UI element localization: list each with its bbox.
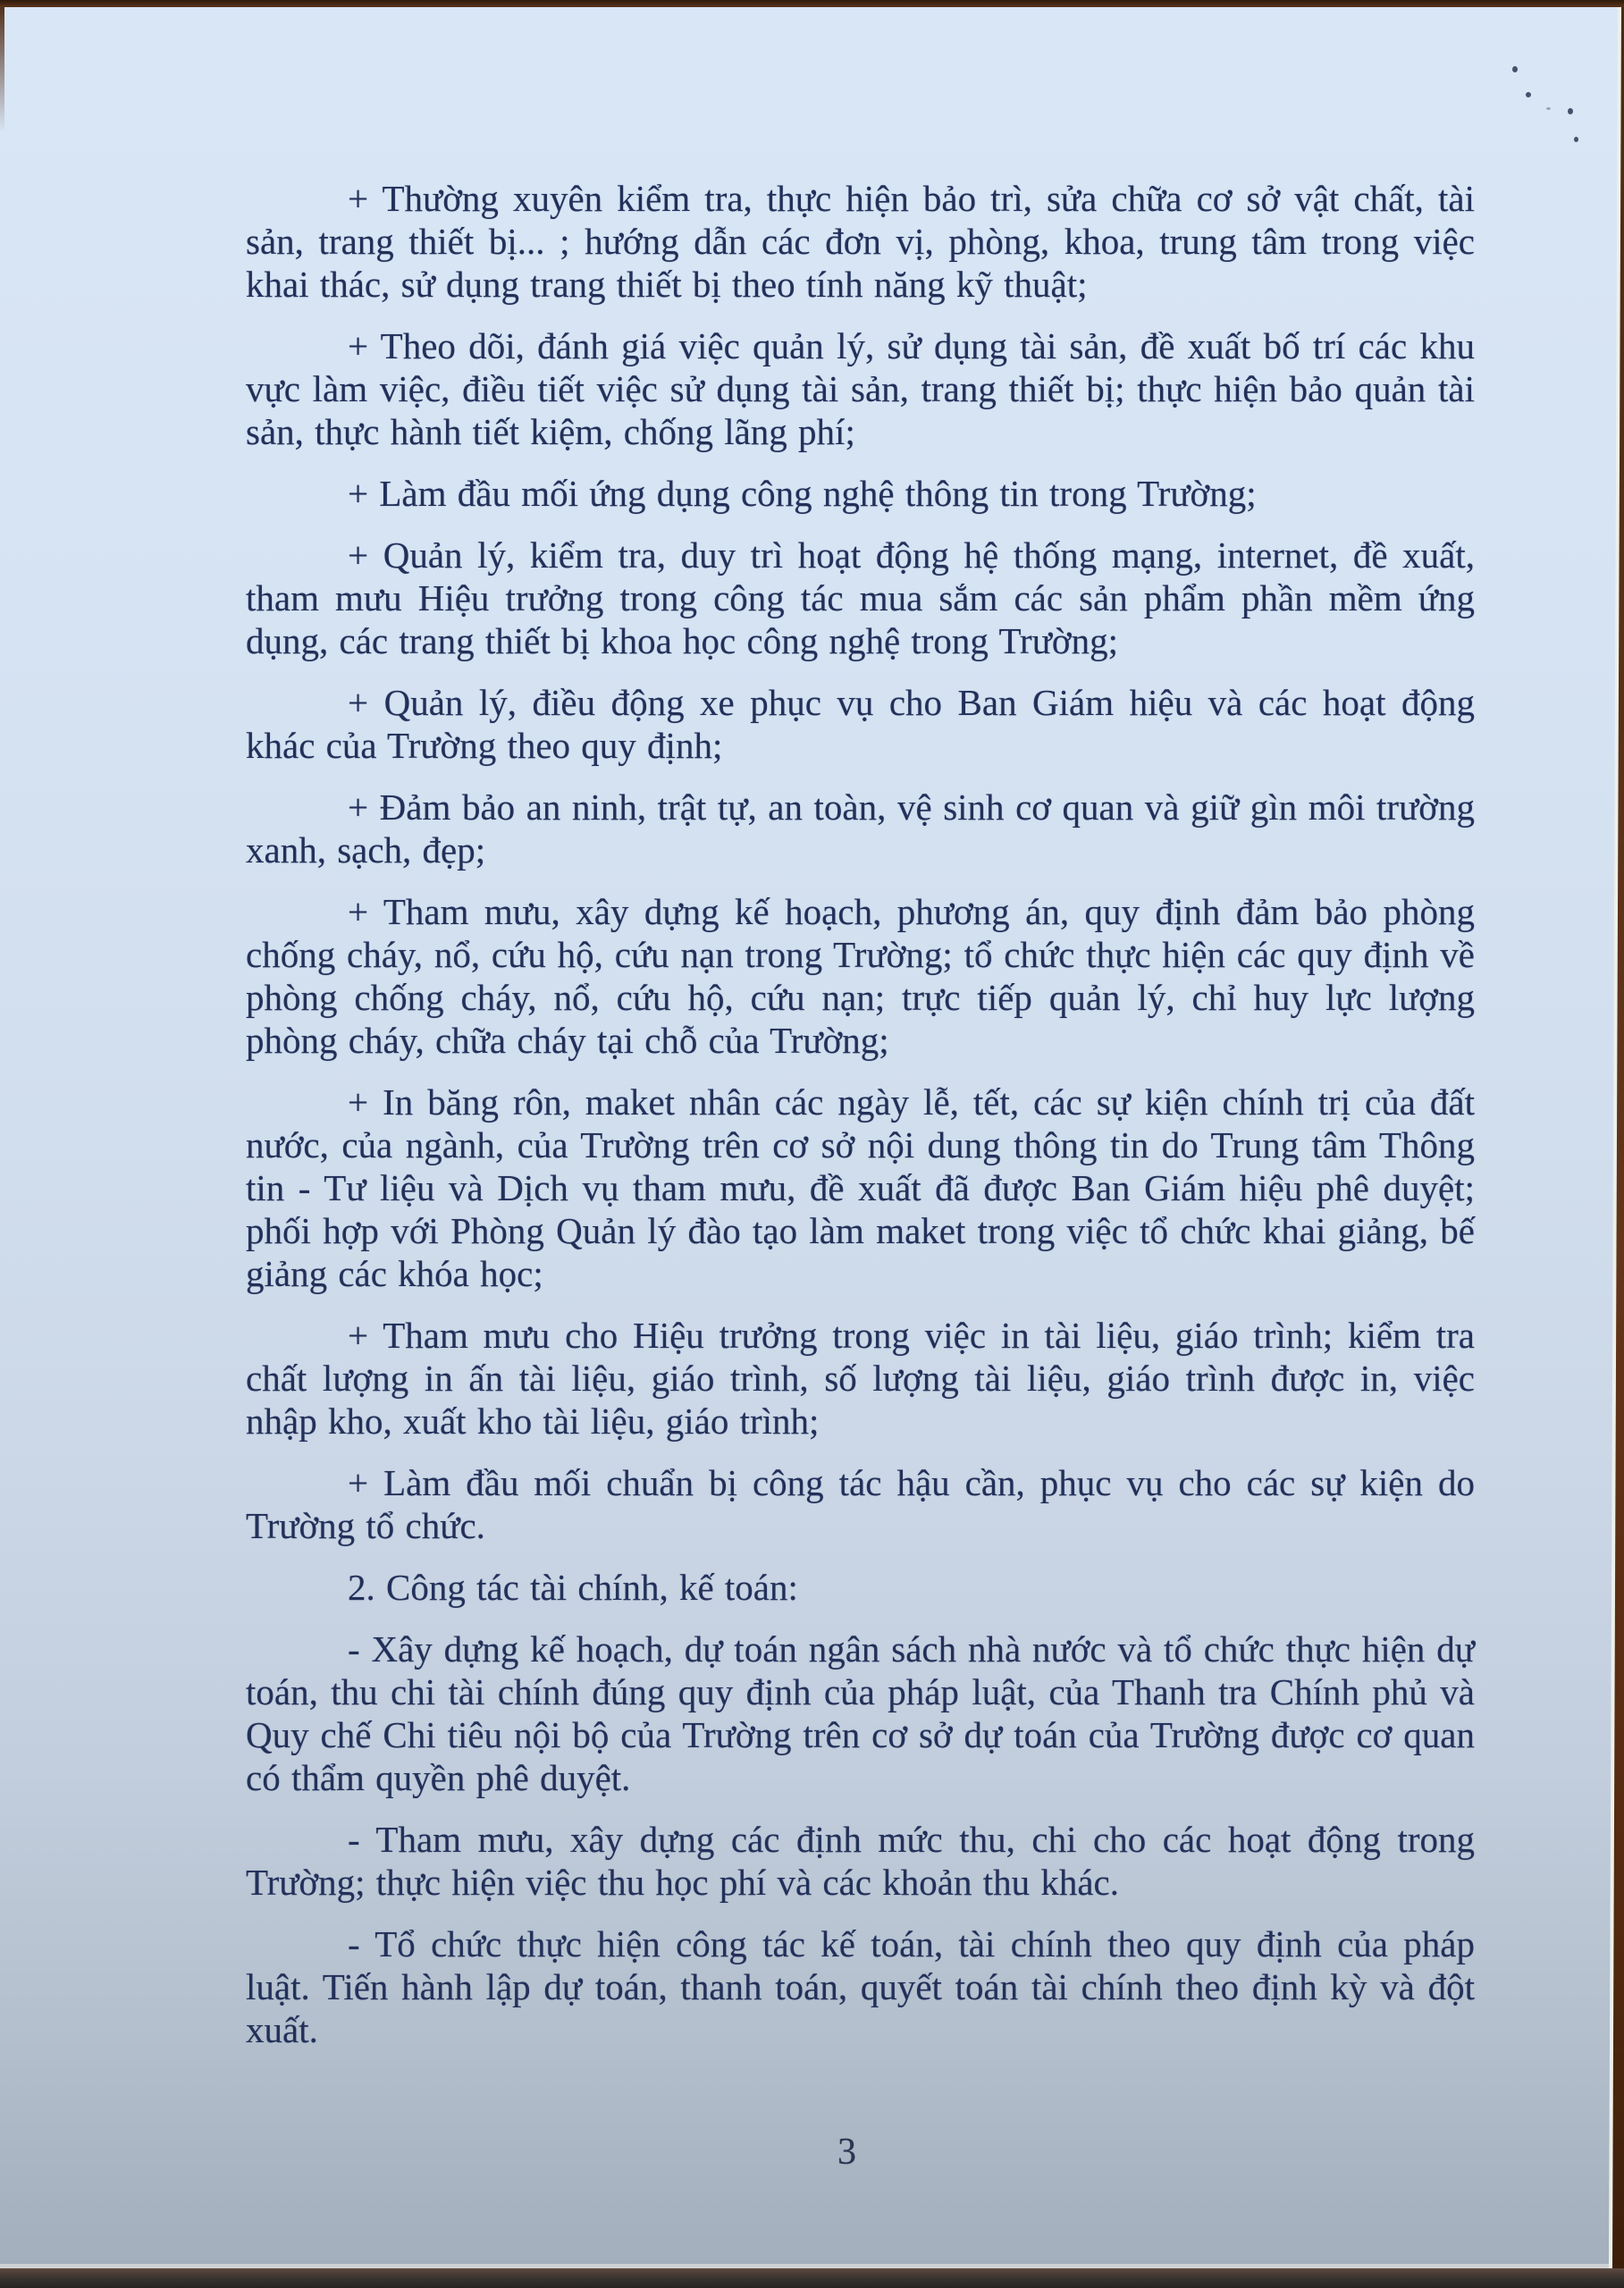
paragraph: + Theo dõi, đánh giá việc quản lý, sử dụng tài sản, đề xuất bố trí các khu vực làm việc, điều tiết việc sử dụng tài sản, trang thiết bị; thực hiện bảo quản tài sản, thực hành tiết kiệm, chống lãng phí; <box>246 325 1475 452</box>
dust-speck <box>1526 92 1531 97</box>
paragraph: + Đảm bảo an ninh, trật tự, an toàn, vệ sinh cơ quan và giữ gìn môi trường xanh, sạch, đẹp; <box>246 786 1475 871</box>
paragraph: + Thường xuyên kiểm tra, thực hiện bảo trì, sửa chữa cơ sở vật chất, tài sản, trang thiết bị... ; hướng dẫn các đơn vị, phòng, khoa, trung tâm trong việc khai thác, sử dụng trang thiết bị theo tính năng kỹ thuật; <box>246 178 1475 305</box>
paper-edge-left <box>0 7 4 132</box>
paragraph: + Làm đầu mối ứng dụng công nghệ thông tin trong Trường; <box>348 473 1257 514</box>
paragraph: + Tham mưu cho Hiệu trưởng trong việc in tài liệu, giáo trình; kiểm tra chất lượng in ấn tài liệu, giáo trình, số lượng tài liệu, giáo trình được in, việc nhập kho, xuất kho tài liệu, giáo trình; <box>246 1315 1475 1442</box>
dust-speck <box>1568 108 1573 114</box>
paragraph: + In băng rôn, maket nhân các ngày lễ, tết, các sự kiện chính trị của đất nước, của ngành, của Trường trên cơ sở nội dung thông tin do Trung tâm Thông tin - Tư liệu và Dịch vụ tham mưu, đề xuất đã được Ban Giám hiệu phê duyệt; phối hợp với Phòng Quản lý đào tạo làm maket trong việc tổ chức khai giảng, bế giảng các khóa học; <box>246 1081 1475 1294</box>
paragraph: + Tham mưu, xây dựng kế hoạch, phương án, quy định đảm bảo phòng chống cháy, nổ, cứu hộ, cứu nạn trong Trường; tổ chức thực hiện các quy định về phòng chống cháy, nổ, cứu hộ, cứu nạn; trực tiếp quản lý, chỉ huy lực lượng phòng cháy, chữa cháy tại chỗ của Trường; <box>246 891 1475 1061</box>
paragraph: - Tham mưu, xây dựng các định mức thu, chi cho các hoạt động trong Trường; thực hiện việc thu học phí và các khoản thu khác. <box>246 1819 1475 1903</box>
document-page <box>0 7 1624 2268</box>
page-number: 3 <box>837 2132 856 2173</box>
dust-speck <box>1546 107 1551 110</box>
body-text <box>246 177 1475 2070</box>
paragraph: + Quản lý, điều động xe phục vụ cho Ban Giám hiệu và các hoạt động khác của Trường theo quy định; <box>246 682 1475 766</box>
paragraph: + Làm đầu mối chuẩn bị công tác hậu cần, phục vụ cho các sự kiện do Trường tổ chức. <box>246 1462 1475 1546</box>
paragraph: - Xây dựng kế hoạch, dự toán ngân sách nhà nước và tổ chức thực hiện dự toán, thu chi tài chính đúng quy định của pháp luật, của Thanh tra Chính phủ và Quy chế Chi tiêu nội bộ của Trường trên cơ sở dự toán của Trường được cơ quan có thẩm quyền phê duyệt. <box>246 1628 1475 1798</box>
dust-speck <box>1574 137 1578 142</box>
section-heading: 2. Công tác tài chính, kế toán: <box>348 1567 798 1608</box>
dust-speck <box>1512 66 1518 72</box>
paragraph: + Quản lý, kiểm tra, duy trì hoạt động hệ thống mạng, internet, đề xuất, tham mưu Hiệu trưởng trong công tác mua sắm các sản phẩm phần mềm ứng dụng, các trang thiết bị khoa học công nghệ trong Trường; <box>246 534 1475 661</box>
paragraph: - Tổ chức thực hiện công tác kế toán, tài chính theo quy định của pháp luật. Tiến hành lập dự toán, thanh toán, quyết toán tài chính theo định kỳ và đột xuất. <box>246 1923 1475 2050</box>
